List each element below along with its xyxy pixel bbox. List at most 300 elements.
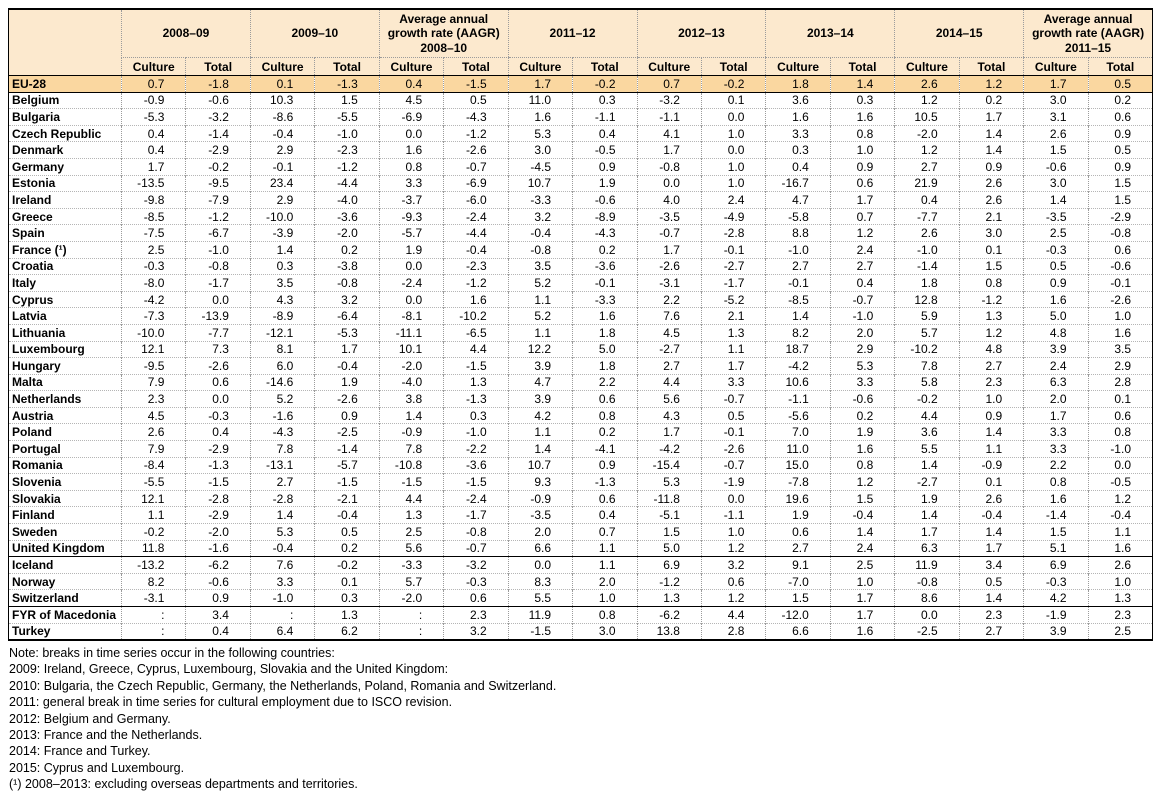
value-cell: -2.2 xyxy=(444,441,508,458)
value-cell: 0.1 xyxy=(959,474,1023,491)
value-cell: -1.5 xyxy=(444,474,508,491)
value-cell: 5.6 xyxy=(637,391,701,408)
table-row xyxy=(9,308,1153,325)
value-cell: : xyxy=(250,607,314,624)
value-cell: -0.2 xyxy=(701,76,765,93)
value-cell: 1.6 xyxy=(1024,291,1088,308)
value-cell: -0.7 xyxy=(701,391,765,408)
country-cell: Croatia xyxy=(9,258,122,275)
value-cell: 4.3 xyxy=(637,407,701,424)
value-cell: 18.7 xyxy=(766,341,830,358)
country-cell: Slovenia xyxy=(9,474,122,491)
value-cell: -2.6 xyxy=(186,358,250,375)
value-cell: 4.4 xyxy=(895,407,959,424)
value-cell: 2.6 xyxy=(959,175,1023,192)
value-cell: 0.9 xyxy=(830,158,894,175)
value-cell: 5.5 xyxy=(895,441,959,458)
table-row xyxy=(9,607,1153,624)
value-cell: -2.4 xyxy=(444,208,508,225)
value-cell: 1.5 xyxy=(1088,175,1152,192)
value-cell: 1.2 xyxy=(959,76,1023,93)
value-cell: 5.2 xyxy=(250,391,314,408)
value-cell: -0.8 xyxy=(186,258,250,275)
value-cell: -0.4 xyxy=(1088,507,1152,524)
value-cell: -3.6 xyxy=(573,258,637,275)
value-cell: 10.7 xyxy=(508,457,572,474)
country-cell: Greece xyxy=(9,208,122,225)
value-cell: -0.9 xyxy=(122,92,186,109)
value-cell: -2.3 xyxy=(315,142,379,159)
table-row xyxy=(9,341,1153,358)
value-cell: -0.3 xyxy=(1024,573,1088,590)
value-cell: 3.2 xyxy=(508,208,572,225)
value-cell: -1.2 xyxy=(444,125,508,142)
value-cell: 0.2 xyxy=(1088,92,1152,109)
value-cell: 4.7 xyxy=(508,374,572,391)
value-cell: 2.0 xyxy=(573,573,637,590)
value-cell: -2.8 xyxy=(701,225,765,242)
note-line: 2012: Belgium and Germany. xyxy=(9,711,171,726)
value-cell: -0.4 xyxy=(830,507,894,524)
value-cell: 0.2 xyxy=(315,241,379,258)
value-cell: -2.7 xyxy=(701,258,765,275)
value-cell: 1.6 xyxy=(830,441,894,458)
value-cell: : xyxy=(122,623,186,640)
value-cell: 7.8 xyxy=(895,358,959,375)
value-cell: 1.2 xyxy=(701,590,765,607)
value-cell: 2.7 xyxy=(959,623,1023,640)
value-cell: -3.2 xyxy=(637,92,701,109)
value-cell: 7.6 xyxy=(637,308,701,325)
value-cell: 2.2 xyxy=(637,291,701,308)
value-cell: -5.2 xyxy=(701,291,765,308)
value-cell: 1.3 xyxy=(315,607,379,624)
value-cell: 1.0 xyxy=(701,524,765,541)
value-cell: -10.2 xyxy=(444,308,508,325)
table-row xyxy=(9,424,1153,441)
value-cell: 2.9 xyxy=(830,341,894,358)
value-cell: -4.2 xyxy=(766,358,830,375)
value-cell: 1.7 xyxy=(959,109,1023,126)
value-cell: 0.7 xyxy=(573,524,637,541)
value-cell: 0.4 xyxy=(186,623,250,640)
value-cell: 1.0 xyxy=(830,142,894,159)
value-cell: 3.3 xyxy=(379,175,443,192)
table-row xyxy=(9,324,1153,341)
value-cell: -6.2 xyxy=(186,557,250,574)
country-cell: Romania xyxy=(9,457,122,474)
value-cell: 4.4 xyxy=(444,341,508,358)
col-group-header: 2008–09 xyxy=(122,9,251,58)
value-cell: 0.9 xyxy=(315,407,379,424)
value-cell: 0.2 xyxy=(573,424,637,441)
value-cell: 2.4 xyxy=(830,241,894,258)
value-cell: 2.6 xyxy=(895,225,959,242)
value-cell: -2.8 xyxy=(250,490,314,507)
value-cell: 1.3 xyxy=(379,507,443,524)
table-row xyxy=(9,175,1153,192)
note-line: 2014: France and Turkey. xyxy=(9,744,151,759)
value-cell: -0.3 xyxy=(186,407,250,424)
value-cell: 1.3 xyxy=(637,590,701,607)
value-cell: -0.6 xyxy=(1088,258,1152,275)
table-row xyxy=(9,524,1153,541)
value-cell: 1.9 xyxy=(895,490,959,507)
value-cell: -0.2 xyxy=(315,557,379,574)
value-cell: -0.1 xyxy=(250,158,314,175)
value-cell: -0.1 xyxy=(701,241,765,258)
value-cell: 0.6 xyxy=(573,490,637,507)
value-cell: 1.8 xyxy=(766,76,830,93)
country-cell: France (¹) xyxy=(9,241,122,258)
value-cell: 2.7 xyxy=(766,258,830,275)
value-cell: 7.9 xyxy=(122,441,186,458)
value-cell: -10.8 xyxy=(379,457,443,474)
value-cell: -0.9 xyxy=(959,457,1023,474)
value-cell: 2.1 xyxy=(959,208,1023,225)
sub-header-culture: Culture xyxy=(895,58,959,76)
country-cell: Spain xyxy=(9,225,122,242)
value-cell: -0.1 xyxy=(701,424,765,441)
value-cell: -1.1 xyxy=(573,109,637,126)
value-cell: : xyxy=(379,623,443,640)
value-cell: 1.9 xyxy=(573,175,637,192)
sub-header-total: Total xyxy=(959,58,1023,76)
country-cell: Poland xyxy=(9,424,122,441)
value-cell: 8.3 xyxy=(508,573,572,590)
value-cell: -10.0 xyxy=(250,208,314,225)
value-cell: -13.1 xyxy=(250,457,314,474)
value-cell: 2.7 xyxy=(830,258,894,275)
table-row xyxy=(9,142,1153,159)
value-cell: 0.7 xyxy=(122,76,186,93)
value-cell: 0.2 xyxy=(830,407,894,424)
value-cell: 10.7 xyxy=(508,175,572,192)
value-cell: -2.0 xyxy=(315,225,379,242)
sub-header-culture: Culture xyxy=(637,58,701,76)
value-cell: -0.1 xyxy=(573,275,637,292)
value-cell: 2.3 xyxy=(959,607,1023,624)
value-cell: -15.4 xyxy=(637,457,701,474)
value-cell: -9.5 xyxy=(186,175,250,192)
value-cell: 1.4 xyxy=(895,457,959,474)
value-cell: -7.3 xyxy=(122,308,186,325)
col-group-header: 2012–13 xyxy=(637,9,766,58)
value-cell: 1.0 xyxy=(573,590,637,607)
value-cell: -1.2 xyxy=(959,291,1023,308)
value-cell: 2.6 xyxy=(959,192,1023,209)
value-cell: 1.0 xyxy=(959,391,1023,408)
value-cell: 12.8 xyxy=(895,291,959,308)
value-cell: -6.2 xyxy=(637,607,701,624)
value-cell: 0.6 xyxy=(573,391,637,408)
value-cell: -0.4 xyxy=(250,540,314,557)
value-cell: 2.8 xyxy=(701,623,765,640)
value-cell: 1.9 xyxy=(379,241,443,258)
value-cell: 1.5 xyxy=(1024,142,1088,159)
value-cell: 6.9 xyxy=(1024,557,1088,574)
value-cell: 0.3 xyxy=(830,92,894,109)
country-cell: Luxembourg xyxy=(9,341,122,358)
country-cell: Iceland xyxy=(9,557,122,574)
country-cell: Finland xyxy=(9,507,122,524)
value-cell: 0.5 xyxy=(701,407,765,424)
value-cell: -1.3 xyxy=(444,391,508,408)
value-cell: 1.8 xyxy=(573,324,637,341)
value-cell: -1.4 xyxy=(315,441,379,458)
value-cell: -4.5 xyxy=(508,158,572,175)
value-cell: -1.5 xyxy=(379,474,443,491)
sub-header-total: Total xyxy=(830,58,894,76)
sub-header-total: Total xyxy=(701,58,765,76)
country-cell: Bulgaria xyxy=(9,109,122,126)
value-cell: 3.9 xyxy=(1024,623,1088,640)
value-cell: 2.5 xyxy=(379,524,443,541)
value-cell: 3.2 xyxy=(701,557,765,574)
value-cell: -5.7 xyxy=(379,225,443,242)
value-cell: 2.7 xyxy=(959,358,1023,375)
value-cell: -1.2 xyxy=(315,158,379,175)
col-group-header: 2009–10 xyxy=(250,9,379,58)
value-cell: 3.3 xyxy=(250,573,314,590)
value-cell: -6.5 xyxy=(444,324,508,341)
value-cell: 1.6 xyxy=(1088,540,1152,557)
value-cell: 0.8 xyxy=(573,407,637,424)
country-cell: United Kingdom xyxy=(9,540,122,557)
value-cell: -2.5 xyxy=(895,623,959,640)
value-cell: 1.2 xyxy=(1088,490,1152,507)
value-cell: -1.3 xyxy=(186,457,250,474)
value-cell: -3.8 xyxy=(315,258,379,275)
country-cell: Sweden xyxy=(9,524,122,541)
value-cell: -1.5 xyxy=(444,76,508,93)
country-cell: Ireland xyxy=(9,192,122,209)
value-cell: -5.3 xyxy=(122,109,186,126)
value-cell: 10.1 xyxy=(379,341,443,358)
country-cell: Portugal xyxy=(9,441,122,458)
table-row xyxy=(9,490,1153,507)
value-cell: 5.5 xyxy=(508,590,572,607)
value-cell: 0.0 xyxy=(508,557,572,574)
value-cell: -2.3 xyxy=(444,258,508,275)
value-cell: -2.4 xyxy=(444,490,508,507)
value-cell: -1.6 xyxy=(186,540,250,557)
value-cell: 1.4 xyxy=(379,407,443,424)
value-cell: 1.0 xyxy=(701,158,765,175)
value-cell: 0.3 xyxy=(444,407,508,424)
sub-header-culture: Culture xyxy=(122,58,186,76)
value-cell: -10.0 xyxy=(122,324,186,341)
value-cell: 3.6 xyxy=(895,424,959,441)
value-cell: 6.6 xyxy=(508,540,572,557)
value-cell: 0.4 xyxy=(186,424,250,441)
value-cell: -2.7 xyxy=(637,341,701,358)
value-cell: 3.3 xyxy=(1024,424,1088,441)
value-cell: -3.6 xyxy=(315,208,379,225)
country-cell: Estonia xyxy=(9,175,122,192)
value-cell: 1.1 xyxy=(573,557,637,574)
value-cell: -1.9 xyxy=(701,474,765,491)
country-cell: Hungary xyxy=(9,358,122,375)
value-cell: 5.3 xyxy=(830,358,894,375)
value-cell: -4.1 xyxy=(573,441,637,458)
value-cell: -0.8 xyxy=(508,241,572,258)
value-cell: 11.9 xyxy=(895,557,959,574)
value-cell: 1.7 xyxy=(895,524,959,541)
value-cell: 1.4 xyxy=(830,524,894,541)
value-cell: -0.1 xyxy=(766,275,830,292)
value-cell: -5.8 xyxy=(766,208,830,225)
value-cell: -9.5 xyxy=(122,358,186,375)
value-cell: 19.6 xyxy=(766,490,830,507)
value-cell: -13.9 xyxy=(186,308,250,325)
value-cell: 1.1 xyxy=(122,507,186,524)
value-cell: -1.4 xyxy=(186,125,250,142)
table-header xyxy=(9,9,1153,76)
country-cell: Denmark xyxy=(9,142,122,159)
value-cell: 4.7 xyxy=(766,192,830,209)
value-cell: 0.4 xyxy=(122,142,186,159)
value-cell: 11.0 xyxy=(766,441,830,458)
value-cell: 2.3 xyxy=(959,374,1023,391)
value-cell: 0.6 xyxy=(444,590,508,607)
value-cell: -0.8 xyxy=(637,158,701,175)
value-cell: 0.6 xyxy=(766,524,830,541)
value-cell: 5.9 xyxy=(895,308,959,325)
value-cell: 3.0 xyxy=(508,142,572,159)
country-cell: Norway xyxy=(9,573,122,590)
value-cell: -8.0 xyxy=(122,275,186,292)
value-cell: 1.6 xyxy=(830,623,894,640)
value-cell: -8.9 xyxy=(573,208,637,225)
value-cell: 4.8 xyxy=(959,341,1023,358)
value-cell: -1.0 xyxy=(895,241,959,258)
value-cell: -1.7 xyxy=(701,275,765,292)
note-line: 2013: France and the Netherlands. xyxy=(9,728,203,743)
value-cell: -11.1 xyxy=(379,324,443,341)
value-cell: -3.5 xyxy=(1024,208,1088,225)
value-cell: 0.0 xyxy=(379,125,443,142)
value-cell: 3.9 xyxy=(508,391,572,408)
value-cell: 2.2 xyxy=(1024,457,1088,474)
value-cell: -2.9 xyxy=(1088,208,1152,225)
value-cell: -2.9 xyxy=(186,142,250,159)
value-cell: 2.4 xyxy=(701,192,765,209)
value-cell: 0.0 xyxy=(701,109,765,126)
value-cell: -4.3 xyxy=(573,225,637,242)
value-cell: 0.2 xyxy=(959,92,1023,109)
value-cell: 7.9 xyxy=(122,374,186,391)
value-cell: -2.6 xyxy=(444,142,508,159)
value-cell: -0.7 xyxy=(830,291,894,308)
value-cell: 0.0 xyxy=(701,490,765,507)
table-body xyxy=(9,76,1153,641)
value-cell: 1.8 xyxy=(895,275,959,292)
value-cell: -4.9 xyxy=(701,208,765,225)
value-cell: 1.4 xyxy=(1024,192,1088,209)
value-cell: 3.3 xyxy=(701,374,765,391)
table-row xyxy=(9,192,1153,209)
value-cell: 0.1 xyxy=(701,92,765,109)
value-cell: 1.6 xyxy=(573,308,637,325)
value-cell: -11.8 xyxy=(637,490,701,507)
value-cell: 0.1 xyxy=(315,573,379,590)
value-cell: -3.1 xyxy=(122,590,186,607)
value-cell: -5.1 xyxy=(637,507,701,524)
value-cell: -1.5 xyxy=(444,358,508,375)
value-cell: 2.6 xyxy=(1088,557,1152,574)
value-cell: 3.9 xyxy=(508,358,572,375)
value-cell: 11.9 xyxy=(508,607,572,624)
value-cell: -0.7 xyxy=(444,158,508,175)
value-cell: -0.6 xyxy=(1024,158,1088,175)
value-cell: 15.0 xyxy=(766,457,830,474)
value-cell: -1.5 xyxy=(315,474,379,491)
value-cell: 0.4 xyxy=(573,507,637,524)
value-cell: 10.6 xyxy=(766,374,830,391)
value-cell: -9.8 xyxy=(122,192,186,209)
value-cell: -7.8 xyxy=(766,474,830,491)
country-cell: Italy xyxy=(9,275,122,292)
value-cell: 3.0 xyxy=(1024,175,1088,192)
value-cell: -6.7 xyxy=(186,225,250,242)
value-cell: 1.4 xyxy=(766,308,830,325)
sub-header-total: Total xyxy=(444,58,508,76)
value-cell: 1.1 xyxy=(959,441,1023,458)
value-cell: 0.6 xyxy=(701,573,765,590)
value-cell: -0.4 xyxy=(315,358,379,375)
country-cell: Switzerland xyxy=(9,590,122,607)
value-cell: 0.8 xyxy=(1088,424,1152,441)
value-cell: -7.7 xyxy=(186,324,250,341)
value-cell: -1.7 xyxy=(444,507,508,524)
value-cell: -4.3 xyxy=(444,109,508,126)
value-cell: -14.6 xyxy=(250,374,314,391)
value-cell: 12.2 xyxy=(508,341,572,358)
sub-header-culture: Culture xyxy=(766,58,830,76)
value-cell: 0.6 xyxy=(1088,407,1152,424)
value-cell: 11.8 xyxy=(122,540,186,557)
value-cell: 10.3 xyxy=(250,92,314,109)
value-cell: 2.0 xyxy=(508,524,572,541)
value-cell: 0.5 xyxy=(1024,258,1088,275)
value-cell: -5.5 xyxy=(122,474,186,491)
value-cell: -7.5 xyxy=(122,225,186,242)
value-cell: 2.6 xyxy=(122,424,186,441)
value-cell: 7.6 xyxy=(250,557,314,574)
value-cell: 0.4 xyxy=(830,275,894,292)
table-row xyxy=(9,241,1153,258)
value-cell: -1.0 xyxy=(766,241,830,258)
value-cell: 8.2 xyxy=(766,324,830,341)
col-group-header: 2011–12 xyxy=(508,9,637,58)
value-cell: 1.6 xyxy=(766,109,830,126)
value-cell: 3.6 xyxy=(766,92,830,109)
value-cell: -5.3 xyxy=(315,324,379,341)
value-cell: 1.1 xyxy=(508,291,572,308)
growth-rate-table xyxy=(8,8,1153,641)
value-cell: -0.4 xyxy=(315,507,379,524)
value-cell: 5.2 xyxy=(508,275,572,292)
value-cell: 2.7 xyxy=(637,358,701,375)
value-cell: -0.8 xyxy=(444,524,508,541)
value-cell: -9.3 xyxy=(379,208,443,225)
country-cell: Belgium xyxy=(9,92,122,109)
value-cell: 0.5 xyxy=(315,524,379,541)
value-cell: 3.5 xyxy=(508,258,572,275)
value-cell: 5.7 xyxy=(895,324,959,341)
value-cell: 0.9 xyxy=(186,590,250,607)
